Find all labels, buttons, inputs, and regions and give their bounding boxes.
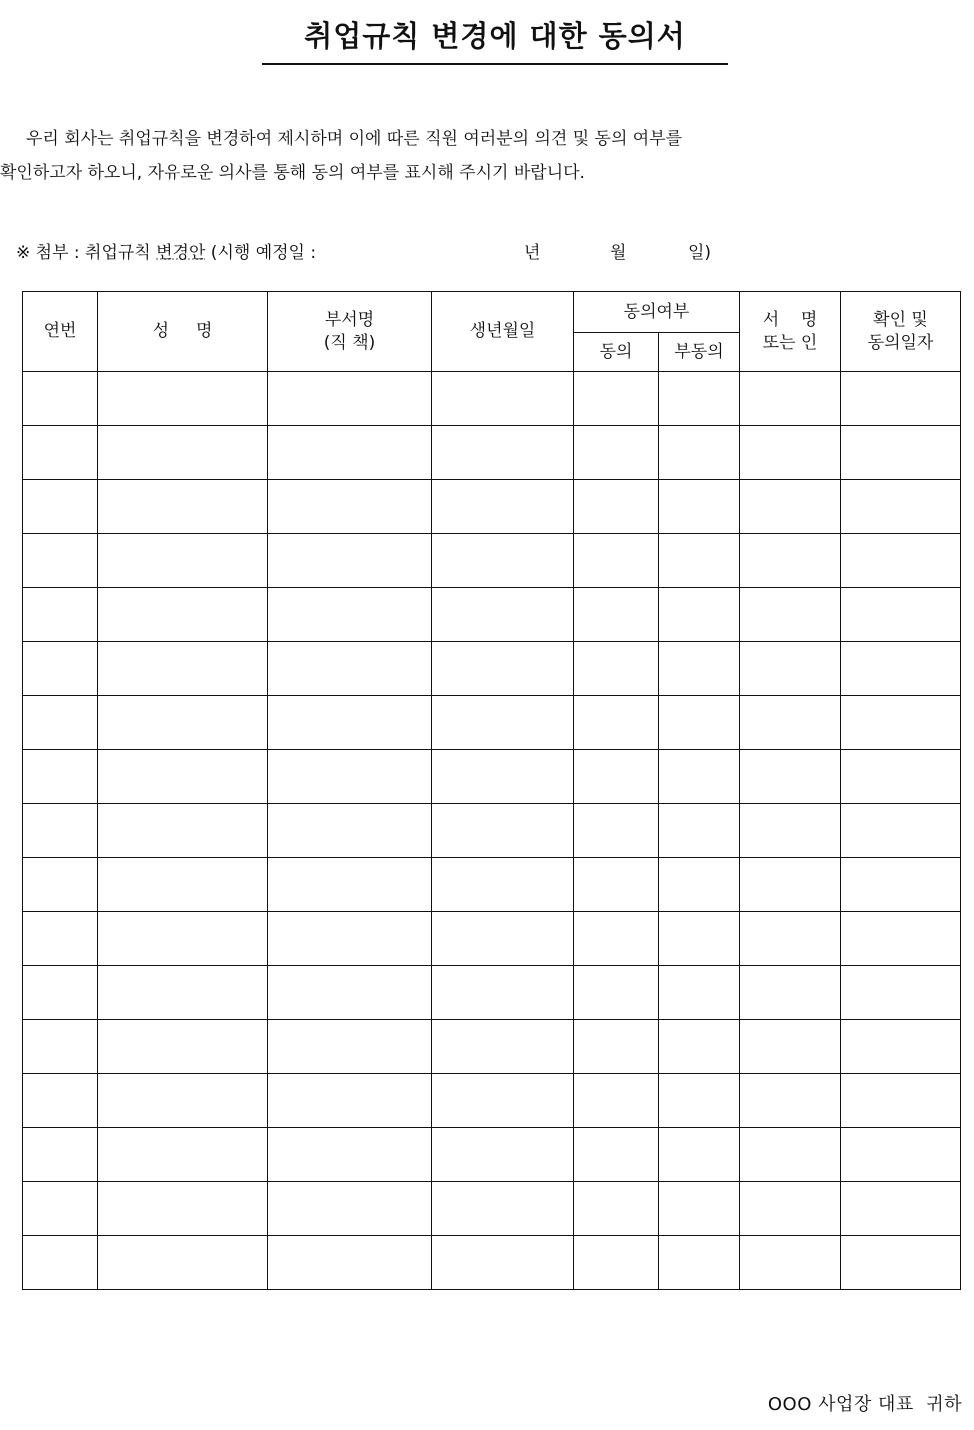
header-signature xyxy=(740,292,841,372)
seq-cell[interactable] xyxy=(23,912,98,966)
signature-cell[interactable] xyxy=(740,1074,841,1128)
confirm-date-cell[interactable] xyxy=(841,588,961,642)
table-row xyxy=(23,1020,961,1074)
confirm-date-cell[interactable] xyxy=(841,750,961,804)
month-label: 월 xyxy=(610,243,627,263)
department-cell[interactable] xyxy=(268,804,432,858)
confirm-date-cell[interactable] xyxy=(841,426,961,480)
birthdate-cell[interactable] xyxy=(432,750,574,804)
confirm-date-cell[interactable] xyxy=(841,696,961,750)
birthdate-cell[interactable] xyxy=(432,534,574,588)
department-cell[interactable] xyxy=(268,426,432,480)
name-cell[interactable] xyxy=(98,588,268,642)
table-row xyxy=(23,804,961,858)
seq-cell[interactable] xyxy=(23,696,98,750)
table-row xyxy=(23,750,961,804)
name-cell[interactable] xyxy=(98,534,268,588)
department-cell[interactable] xyxy=(268,642,432,696)
agree-cell[interactable] xyxy=(574,750,659,804)
header-confirm-line1: 확인 및 xyxy=(873,309,928,330)
agree-cell[interactable] xyxy=(574,1074,659,1128)
name-cell[interactable] xyxy=(98,858,268,912)
header-seq: 연번 xyxy=(23,292,98,372)
agree-cell[interactable] xyxy=(574,1236,659,1290)
birthdate-cell[interactable] xyxy=(432,1182,574,1236)
signature-cell[interactable] xyxy=(740,750,841,804)
disagree-cell[interactable] xyxy=(659,966,740,1020)
agree-cell[interactable] xyxy=(574,642,659,696)
intro-line-1: 우리 회사는 취업규칙을 변경하여 제시하며 이에 따른 직원 여러분의 의견 및 동의 여부를 xyxy=(26,129,683,149)
seq-cell[interactable] xyxy=(23,1128,98,1182)
signature-cell[interactable] xyxy=(740,372,841,426)
confirm-date-cell[interactable] xyxy=(841,642,961,696)
disagree-cell[interactable] xyxy=(659,1182,740,1236)
seq-cell[interactable] xyxy=(23,534,98,588)
agree-cell[interactable] xyxy=(574,534,659,588)
disagree-cell[interactable] xyxy=(659,534,740,588)
disagree-cell[interactable] xyxy=(659,480,740,534)
name-cell[interactable] xyxy=(98,426,268,480)
agree-cell[interactable] xyxy=(574,588,659,642)
disagree-cell[interactable] xyxy=(659,912,740,966)
table-row xyxy=(23,912,961,966)
department-cell[interactable] xyxy=(268,1020,432,1074)
confirm-date-cell[interactable] xyxy=(841,1236,961,1290)
disagree-cell[interactable] xyxy=(659,804,740,858)
seq-cell[interactable] xyxy=(23,1182,98,1236)
disagree-cell[interactable] xyxy=(659,1128,740,1182)
signature-cell[interactable] xyxy=(740,1182,841,1236)
seq-cell[interactable] xyxy=(23,966,98,1020)
day-label: 일) xyxy=(688,243,712,263)
table-row xyxy=(23,966,961,1020)
confirm-date-cell[interactable] xyxy=(841,1074,961,1128)
birthdate-cell[interactable] xyxy=(432,912,574,966)
name-cell[interactable] xyxy=(98,804,268,858)
department-cell[interactable] xyxy=(268,534,432,588)
title-block xyxy=(262,14,728,65)
agree-cell[interactable] xyxy=(574,858,659,912)
birthdate-cell[interactable] xyxy=(432,1236,574,1290)
birthdate-cell[interactable] xyxy=(432,1128,574,1182)
confirm-date-cell[interactable] xyxy=(841,858,961,912)
disagree-cell[interactable] xyxy=(659,696,740,750)
seq-cell[interactable] xyxy=(23,1074,98,1128)
disagree-cell[interactable] xyxy=(659,642,740,696)
department-cell[interactable] xyxy=(268,966,432,1020)
seq-cell[interactable] xyxy=(23,750,98,804)
intro-line-2: 확인하고자 하오니, 자유로운 의사를 통해 동의 여부를 표시해 주시기 바랍니다. xyxy=(0,163,585,183)
signature-cell[interactable] xyxy=(740,912,841,966)
signature-cell[interactable] xyxy=(740,534,841,588)
birthdate-cell[interactable] xyxy=(432,1074,574,1128)
disagree-cell[interactable] xyxy=(659,1074,740,1128)
department-cell[interactable] xyxy=(268,912,432,966)
department-cell[interactable] xyxy=(268,480,432,534)
agree-cell[interactable] xyxy=(574,1182,659,1236)
agree-cell[interactable] xyxy=(574,480,659,534)
department-cell[interactable] xyxy=(268,1074,432,1128)
agree-cell[interactable] xyxy=(574,912,659,966)
confirm-date-cell[interactable] xyxy=(841,1020,961,1074)
header-position-label: (직 책) xyxy=(323,332,376,353)
header-disagree: 부동의 xyxy=(659,333,740,372)
birthdate-cell[interactable] xyxy=(432,804,574,858)
seq-cell[interactable] xyxy=(23,642,98,696)
disagree-cell[interactable] xyxy=(659,858,740,912)
name-cell[interactable] xyxy=(98,480,268,534)
birthdate-cell[interactable] xyxy=(432,696,574,750)
agree-cell[interactable] xyxy=(574,966,659,1020)
birthdate-cell[interactable] xyxy=(432,966,574,1020)
intro-paragraph xyxy=(0,118,974,194)
confirm-date-cell[interactable] xyxy=(841,1182,961,1236)
signature-cell[interactable] xyxy=(740,480,841,534)
confirm-date-cell[interactable] xyxy=(841,480,961,534)
signature-cell[interactable] xyxy=(740,1128,841,1182)
disagree-cell[interactable] xyxy=(659,588,740,642)
name-cell[interactable] xyxy=(98,750,268,804)
table-row xyxy=(23,642,961,696)
name-cell[interactable] xyxy=(98,642,268,696)
department-cell[interactable] xyxy=(268,1236,432,1290)
birthdate-cell[interactable] xyxy=(432,858,574,912)
department-cell[interactable] xyxy=(268,588,432,642)
department-cell[interactable] xyxy=(268,696,432,750)
table-row xyxy=(23,858,961,912)
seq-cell[interactable] xyxy=(23,480,98,534)
birthdate-cell[interactable] xyxy=(432,642,574,696)
confirm-date-cell[interactable] xyxy=(841,534,961,588)
table-row xyxy=(23,534,961,588)
agree-cell[interactable] xyxy=(574,696,659,750)
table-row xyxy=(23,1074,961,1128)
seq-cell[interactable] xyxy=(23,804,98,858)
birthdate-cell[interactable] xyxy=(432,588,574,642)
name-cell[interactable] xyxy=(98,1236,268,1290)
confirm-date-cell[interactable] xyxy=(841,804,961,858)
header-confirm-date xyxy=(841,292,961,372)
signature-cell[interactable] xyxy=(740,858,841,912)
agree-cell[interactable] xyxy=(574,1020,659,1074)
signature-cell[interactable] xyxy=(740,1236,841,1290)
table-row xyxy=(23,372,961,426)
table-row xyxy=(23,480,961,534)
signature-cell[interactable] xyxy=(740,696,841,750)
attachment-line xyxy=(16,238,712,263)
signature-cell[interactable] xyxy=(740,966,841,1020)
header-agree: 동의 xyxy=(574,333,659,372)
document-title: 취업규칙 변경에 대한 동의서 xyxy=(262,14,728,65)
seq-cell[interactable] xyxy=(23,372,98,426)
name-cell[interactable] xyxy=(98,1074,268,1128)
agree-cell[interactable] xyxy=(574,426,659,480)
name-cell[interactable] xyxy=(98,372,268,426)
table-row xyxy=(23,426,961,480)
name-cell[interactable] xyxy=(98,1128,268,1182)
year-label: 년 xyxy=(524,243,541,263)
consent-table xyxy=(22,291,961,1290)
confirm-date-cell[interactable] xyxy=(841,1128,961,1182)
header-confirm-line2: 동의일자 xyxy=(867,332,934,353)
table-row xyxy=(23,588,961,642)
disagree-cell[interactable] xyxy=(659,750,740,804)
header-department-label: 부서명 xyxy=(324,309,375,330)
name-cell[interactable] xyxy=(98,696,268,750)
seq-cell[interactable] xyxy=(23,588,98,642)
confirm-date-cell[interactable] xyxy=(841,372,961,426)
seq-cell[interactable] xyxy=(23,426,98,480)
name-cell[interactable] xyxy=(98,966,268,1020)
birthdate-cell[interactable] xyxy=(432,372,574,426)
header-consent-group: 동의여부 xyxy=(574,292,740,333)
header-name: 성 명 xyxy=(98,292,268,372)
table-row xyxy=(23,1128,961,1182)
table-row xyxy=(23,1182,961,1236)
effective-date-label: (시행 예정일 : xyxy=(205,243,317,263)
header-birthdate: 생년월일 xyxy=(432,292,574,372)
department-cell[interactable] xyxy=(268,1182,432,1236)
disagree-cell[interactable] xyxy=(659,1020,740,1074)
agree-cell[interactable] xyxy=(574,1128,659,1182)
birthdate-cell[interactable] xyxy=(432,426,574,480)
confirm-date-cell[interactable] xyxy=(841,966,961,1020)
disagree-cell[interactable] xyxy=(659,372,740,426)
agree-cell[interactable] xyxy=(574,372,659,426)
birthdate-cell[interactable] xyxy=(432,480,574,534)
signature-cell[interactable] xyxy=(740,426,841,480)
birthdate-cell[interactable] xyxy=(432,1020,574,1074)
disagree-cell[interactable] xyxy=(659,426,740,480)
seq-cell[interactable] xyxy=(23,858,98,912)
signature-cell[interactable] xyxy=(740,1020,841,1074)
name-cell[interactable] xyxy=(98,1182,268,1236)
signature-cell[interactable] xyxy=(740,642,841,696)
seq-cell[interactable] xyxy=(23,1236,98,1290)
signature-cell[interactable] xyxy=(740,588,841,642)
department-cell[interactable] xyxy=(268,750,432,804)
signature-cell[interactable] xyxy=(740,804,841,858)
table-row xyxy=(23,1236,961,1290)
attachment-prefix: ※ 첨부 : 취업규칙 xyxy=(16,243,157,263)
addressee-line: OOO 사업장 대표 귀하 xyxy=(767,1394,962,1415)
disagree-cell[interactable] xyxy=(659,1236,740,1290)
header-signature-line1: 서 명 xyxy=(762,309,818,330)
agree-cell[interactable] xyxy=(574,804,659,858)
header-signature-line2: 또는 인 xyxy=(762,332,818,353)
confirm-date-cell[interactable] xyxy=(841,912,961,966)
department-cell[interactable] xyxy=(268,1128,432,1182)
table-body xyxy=(23,372,961,1290)
header-department xyxy=(268,292,432,372)
seq-cell[interactable] xyxy=(23,1020,98,1074)
name-cell[interactable] xyxy=(98,1020,268,1074)
table-row xyxy=(23,696,961,750)
attachment-doc-name: 변경안 xyxy=(156,243,206,263)
department-cell[interactable] xyxy=(268,372,432,426)
department-cell[interactable] xyxy=(268,858,432,912)
name-cell[interactable] xyxy=(98,912,268,966)
